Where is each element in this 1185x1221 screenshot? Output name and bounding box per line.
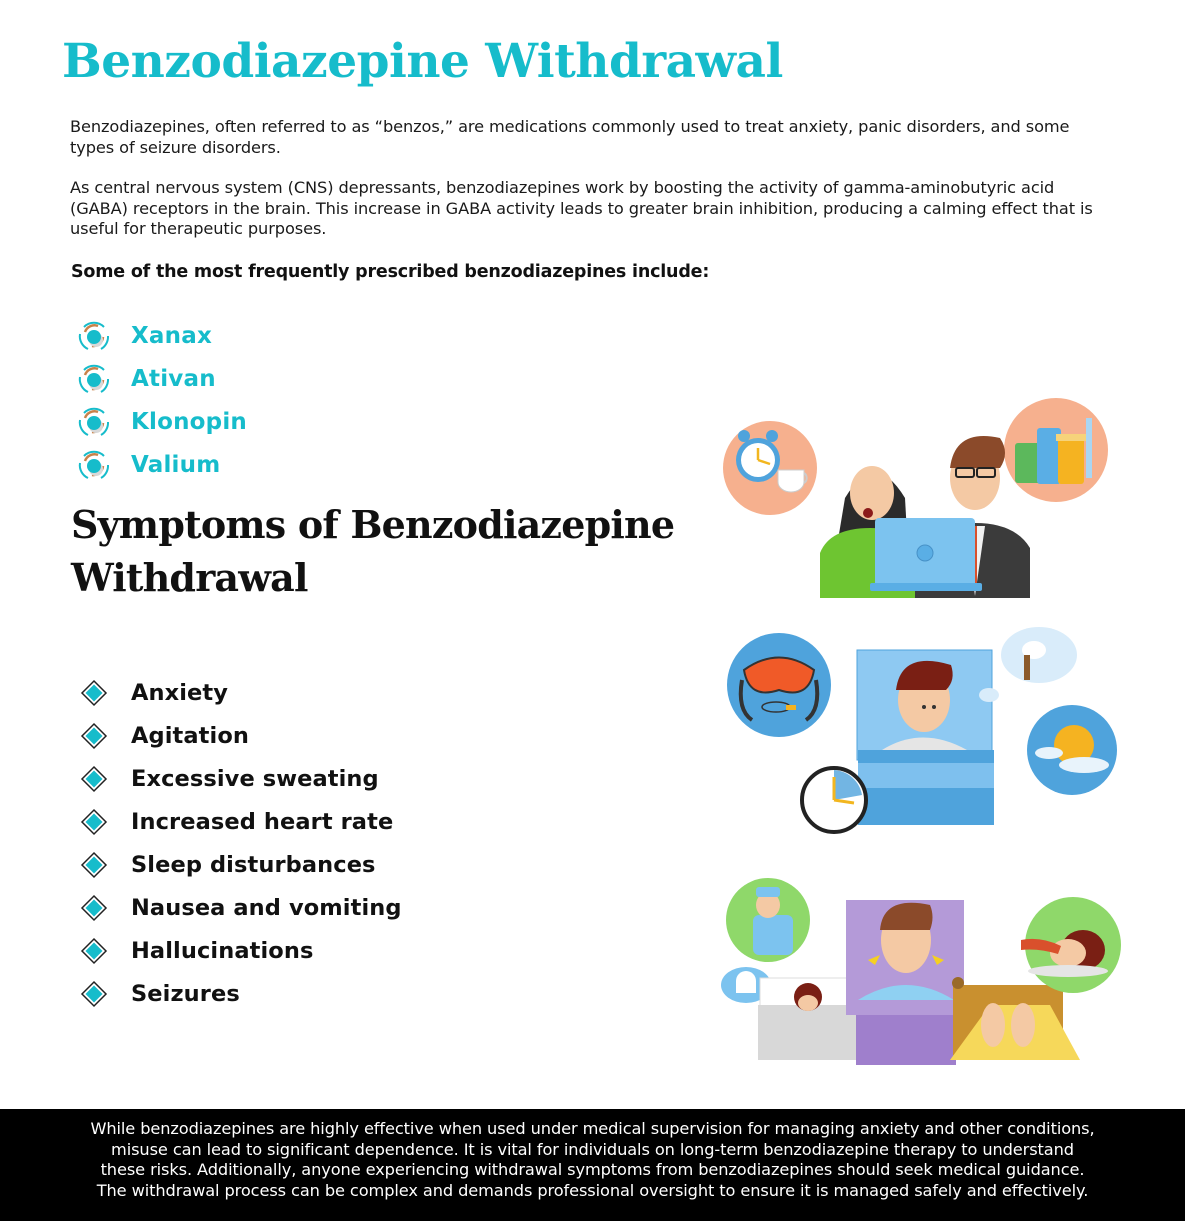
intro-paragraph-1: Benzodiazepines, often referred to as “benzos,” are medications commonly used to treat anxiety, panic disorders, and some types of seizure disorders. xyxy=(70,117,1070,157)
list-item-klonopin xyxy=(76,400,247,443)
footer-disclaimer xyxy=(0,1109,1185,1221)
symptom-label: Increased heart rate xyxy=(131,808,394,835)
list-item-anxiety xyxy=(80,671,402,714)
list-item-nausea-vomiting xyxy=(80,886,402,929)
symptom-label: Sleep disturbances xyxy=(131,851,376,878)
list-item-sleep-disturbances xyxy=(80,843,402,886)
drug-label: Xanax xyxy=(131,322,212,349)
target-circle-icon xyxy=(76,361,112,397)
drug-label: Valium xyxy=(131,451,221,478)
drug-label: Ativan xyxy=(131,365,216,392)
symptom-label: Nausea and vomiting xyxy=(131,894,402,921)
list-item-seizures xyxy=(80,972,402,1015)
symptom-label: Agitation xyxy=(131,722,250,749)
prescribed-heading: Some of the most frequently prescribed benzodiazepines include: xyxy=(71,262,710,282)
prescribed-drug-list xyxy=(76,314,247,486)
tired-workers-illustration xyxy=(720,398,1120,598)
list-item-valium xyxy=(76,443,247,486)
diamond-bullet-icon xyxy=(80,894,108,922)
list-item-increased-heart-rate xyxy=(80,800,402,843)
target-circle-icon xyxy=(76,404,112,440)
list-item-excessive-sweating xyxy=(80,757,402,800)
symptom-label: Seizures xyxy=(131,980,240,1007)
drug-label: Klonopin xyxy=(131,408,248,435)
insomnia-illustration xyxy=(724,625,1124,840)
page-title: Benzodiazepine Withdrawal xyxy=(62,34,783,89)
diamond-bullet-icon xyxy=(80,765,108,793)
symptom-list xyxy=(80,671,402,1015)
target-circle-icon xyxy=(76,447,112,483)
list-item-hallucinations xyxy=(80,929,402,972)
diamond-bullet-icon xyxy=(80,851,108,879)
list-item-ativan xyxy=(76,357,247,400)
diamond-bullet-icon xyxy=(80,980,108,1008)
symptoms-heading: Symptoms of Benzodiazepine Withdrawal xyxy=(71,502,675,600)
symptom-label: Hallucinations xyxy=(131,937,314,964)
list-item-xanax xyxy=(76,314,247,357)
diamond-bullet-icon xyxy=(80,722,108,750)
footer-line-1: While benzodiazepines are highly effective when used under medical supervision for managing anxiety and other conditions, xyxy=(90,1119,1095,1138)
symptom-label: Anxiety xyxy=(131,679,229,706)
footer-line-4: The withdrawal process can be complex and demands professional oversight to ensure it is managed safely and effectively. xyxy=(96,1180,1089,1200)
target-circle-icon xyxy=(76,318,112,354)
footer-line-2: misuse can lead to significant dependence. It is vital for individuals on long-term benzodiazepine therapy to understand xyxy=(111,1139,1074,1159)
diamond-bullet-icon xyxy=(80,808,108,836)
diamond-bullet-icon xyxy=(80,679,108,707)
diamond-bullet-icon xyxy=(80,937,108,965)
sleep-disorders-illustration xyxy=(718,875,1123,1065)
list-item-agitation xyxy=(80,714,402,757)
footer-line-3: these risks. Additionally, anyone experiencing withdrawal symptoms from benzodiazepines should seek medical guidance. xyxy=(100,1160,1085,1179)
intro-paragraph-2: As central nervous system (CNS) depressants, benzodiazepines work by boosting the activity of gamma-aminobutyric acid (GABA) receptors in the brain. This increase in GABA activity leads to greater brain inhibition, producing a calming effect that is useful for therapeutic purposes. xyxy=(70,178,1093,238)
symptom-label: Excessive sweating xyxy=(131,765,379,792)
